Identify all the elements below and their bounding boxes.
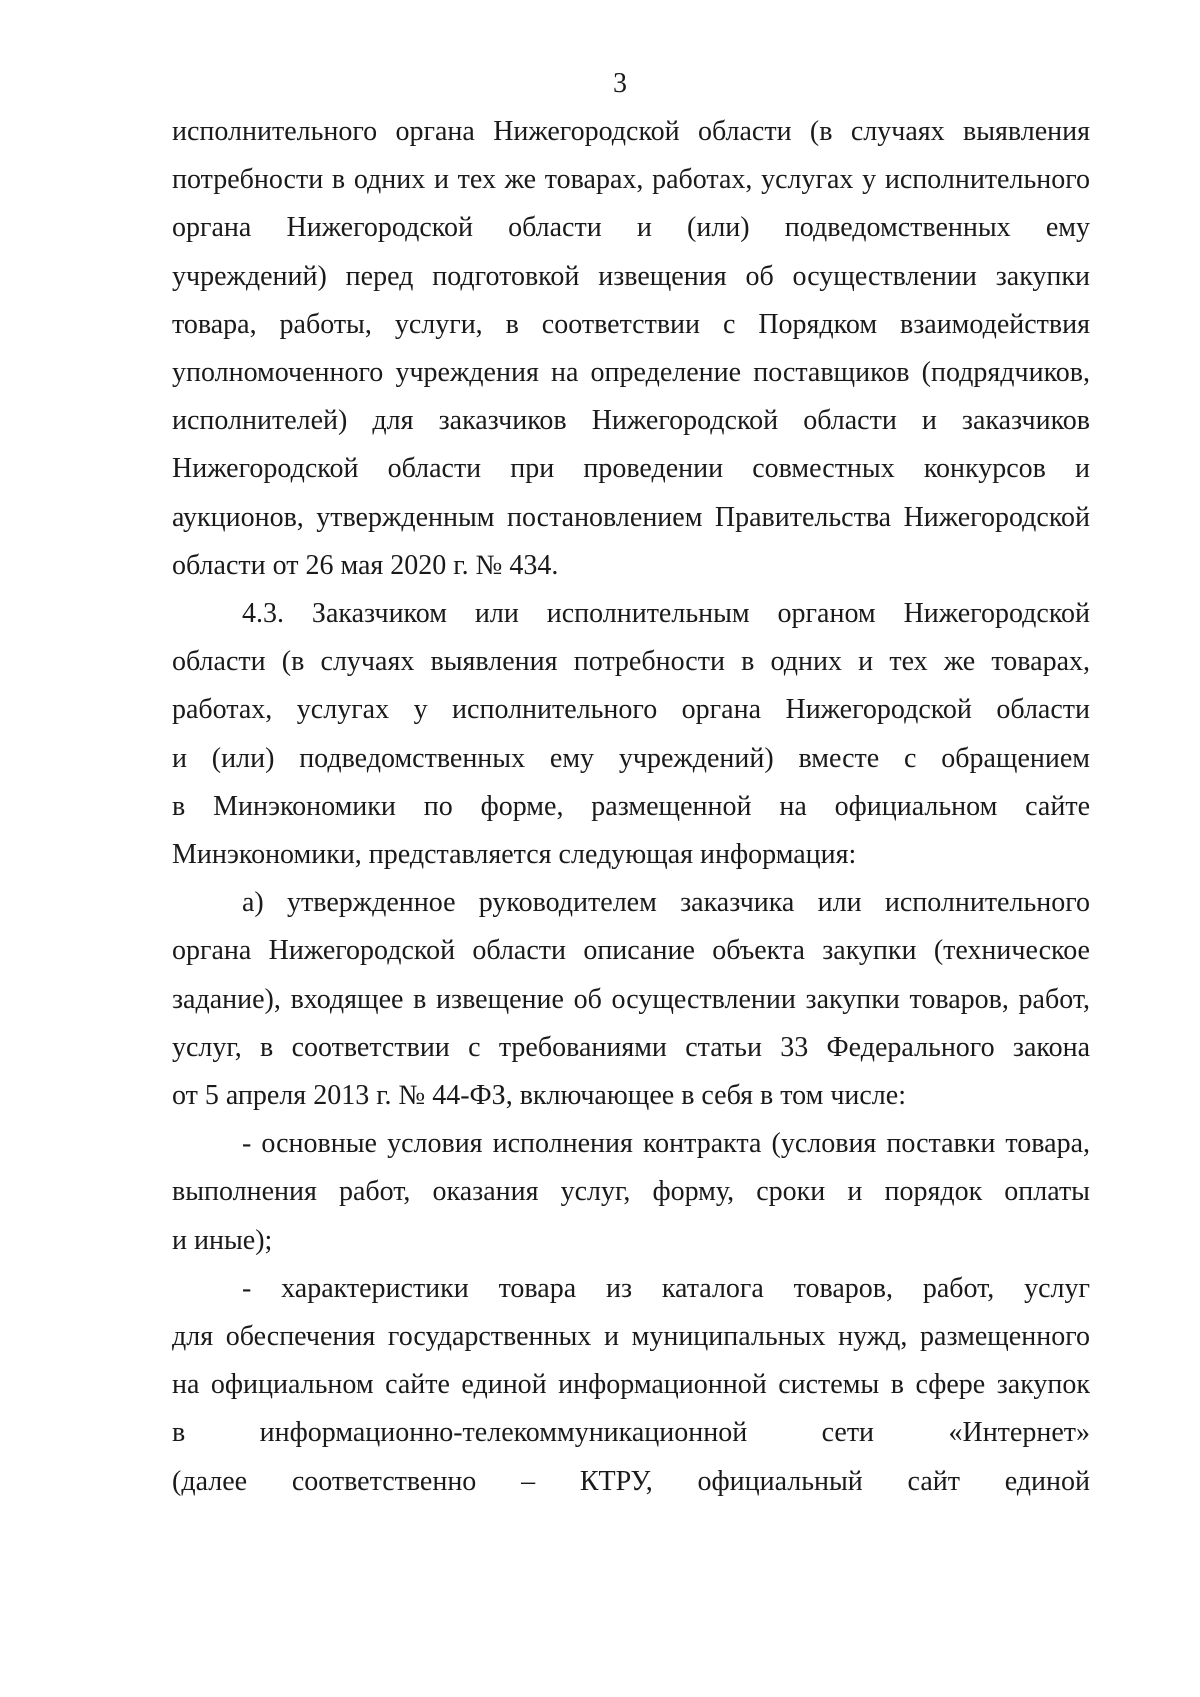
text-line: исполнительного органа Нижегородской области (в случаях выявления — [172, 116, 1090, 147]
text-line: в Минэкономики по форме, размещенной на официальном сайте — [172, 790, 1090, 822]
text-line: для обеспечения государственных и муниципальных нужд, размещенного — [172, 1321, 1090, 1353]
text-line: органа Нижегородской области описание объекта закупки (техническое — [172, 935, 1090, 967]
text-line: уполномоченного учреждения на определение поставщиков (подрядчиков, — [172, 357, 1090, 389]
page-number: 3 — [613, 68, 627, 99]
text-line: - основные условия исполнения контракта (условия поставки товара, — [242, 1128, 1090, 1160]
text-line: а) утвержденное руководителем заказчика или исполнительного — [242, 887, 1090, 919]
text-line: от 5 апреля 2013 г. № 44-ФЗ, включающее в себя в том числе: — [172, 1080, 906, 1112]
text-line: Нижегородской области при проведении совместных конкурсов и — [172, 453, 1090, 485]
text-line: (далее соответственно – КТРУ, официальный сайт единой — [172, 1465, 1090, 1497]
text-line: товара, работы, услуги, в соответствии с Порядком взаимодействия — [172, 308, 1090, 340]
text-line: области от 26 мая 2020 г. № 434. — [172, 549, 559, 581]
text-line: - характеристики товара из каталога товаров, работ, услуг — [242, 1272, 1090, 1304]
text-line: учреждений) перед подготовкой извещения об осуществлении закупки — [172, 260, 1090, 292]
text-line: потребности в одних и тех же товарах, работах, услугах у исполнительного — [172, 164, 1090, 196]
text-line: исполнителей) для заказчиков Нижегородской области и заказчиков — [172, 405, 1090, 437]
text-line: и иные); — [172, 1224, 273, 1256]
text-line: области (в случаях выявления потребности в одних и тех же товарах, — [172, 646, 1090, 678]
text-line: 4.3. Заказчиком или исполнительным органом Нижегородской — [242, 598, 1090, 630]
text-line: органа Нижегородской области и (или) подведомственных ему — [172, 212, 1090, 244]
text-line: Минэкономики, представляется следующая информация: — [172, 839, 857, 871]
paragraph-clause-4-3 — [172, 590, 1090, 879]
paragraph-bullet-2 — [172, 1265, 1090, 1506]
text-line: в информационно-телекоммуникационной сети «Интернет» — [172, 1417, 1090, 1449]
text-line: аукционов, утвержденным постановлением Правительства Нижегородской — [172, 501, 1090, 533]
text-line: задание), входящее в извещение об осуществлении закупки товаров, работ, — [172, 983, 1090, 1015]
paragraph-bullet-1 — [172, 1120, 1090, 1265]
document-body — [172, 108, 1090, 1506]
text-line: работах, услугах у исполнительного органа Нижегородской области — [172, 694, 1090, 726]
text-line: на официальном сайте единой информационной системы в сфере закупок — [172, 1369, 1090, 1401]
text-line: и (или) подведомственных ему учреждений) вместе с обращением — [172, 742, 1090, 774]
text-line: выполнения работ, оказания услуг, форму, сроки и порядок оплаты — [172, 1176, 1090, 1208]
text-line: услуг, в соответствии с требованиями статьи 33 Федерального закона — [172, 1031, 1090, 1063]
paragraph-continuation — [172, 108, 1090, 590]
paragraph-item-a — [172, 879, 1090, 1120]
